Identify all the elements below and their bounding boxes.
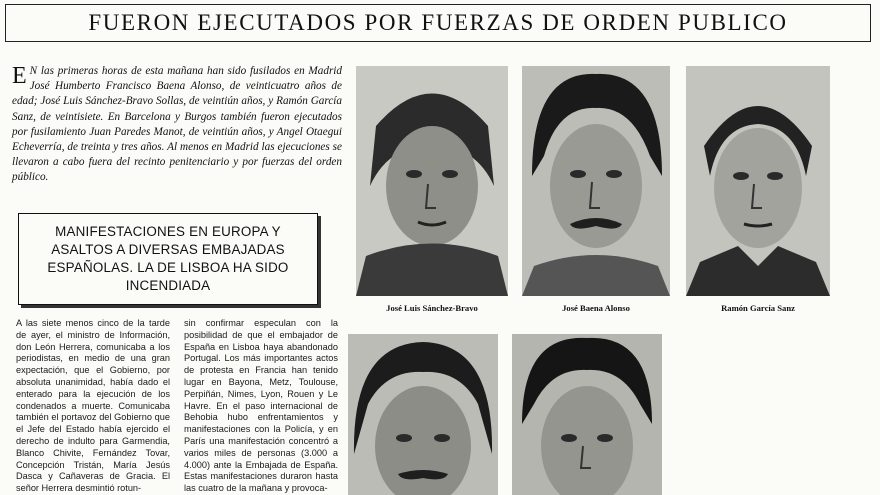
body-column-2: sin confirmar especulan con la posibilidad de que el embajador de España en Lisboa haya abandonado Portugal. Los más importantes actos de protesta en Francia han tenido lugar en Bayona, Metz, Toulouse, Perpiñán, Nimes, Lyon, Rouen y Le Havre. En el paso internacional de Behobia hubo enfrentamientos y manifestaciones con la Policía, y en París una manifestación concentró a varios miles de personas (3.000 a 4.000) ante la Embajada de España. Estas manifestaciones duraron hasta las cuatro de la mañana y provoca-: [184, 318, 338, 494]
portrait-photo-icon: [356, 66, 508, 296]
portrait-photo-icon: [512, 334, 662, 495]
headline: FUERON EJECUTADOS POR FUERZAS DE ORDEN PUBLICO: [88, 10, 788, 35]
photo-otaegui: [512, 334, 662, 495]
photo-sanchez-bravo: [356, 66, 508, 296]
lead-paragraph: [12, 64, 342, 186]
photo-paredes-manot: [348, 334, 498, 495]
lead-text: N las primeras horas de esta mañana han sido fusilados en Madrid José Humberto Francisco Baena Alonso, de veinticuatro años de edad; José Luis Sánchez-Bravo Sollas, de veintiún años, y Ramón García Sanz, de veintisiete. En Barcelona y Burgos también fueron ejecutados por fusilamiento Juan Paredes Manot, de veintiún años, y Angel Otaegui Echeverría, de treinta y tres años. Al menos en Madrid las ejecuciones se llevaron a cabo fuera del recinto penitenciario y por fuerzas del orden público.: [12, 65, 342, 184]
photo-garcia-sanz: [686, 66, 830, 296]
subhead: MANIFESTACIONES EN EUROPA Y ASALTOS A DIVERSAS EMBAJADAS ESPAÑOLAS. LA DE LISBOA HA SIDO INCENDIADA: [47, 224, 289, 293]
portrait-photo-icon: [522, 66, 670, 296]
portrait-photo-icon: [348, 334, 498, 495]
portrait-photo-icon: [686, 66, 830, 296]
body-column-1: A las siete menos cinco de la tarde de ayer, el ministro de Información, don León Herrera, comunicaba a los periodistas, en medio de una gran expectación, que el Gobierno, por absoluta unanimidad, había dado el enterado para la ejecución de los condenados a muerte. Comunicaba también el portavoz del Gobierno que el Jefe del Estado había ejercido el derecho de indulto para Garmendia, Blanco Chivite, Fernández Tovar, Concepción Tristán, María Jesús Dasca y Cañaveras de Gracia. El señor Herrera desmintió rotun-: [16, 318, 170, 494]
photo-baena-alonso: [522, 66, 670, 296]
subhead-box: [18, 213, 318, 305]
caption-sanchez-bravo: José Luis Sánchez-Bravo: [386, 303, 478, 313]
headline-box: [5, 4, 871, 42]
caption-baena-alonso: José Baena Alonso: [562, 303, 630, 313]
drop-cap: E: [12, 63, 27, 89]
caption-garcia-sanz: Ramón García Sanz: [721, 303, 795, 313]
